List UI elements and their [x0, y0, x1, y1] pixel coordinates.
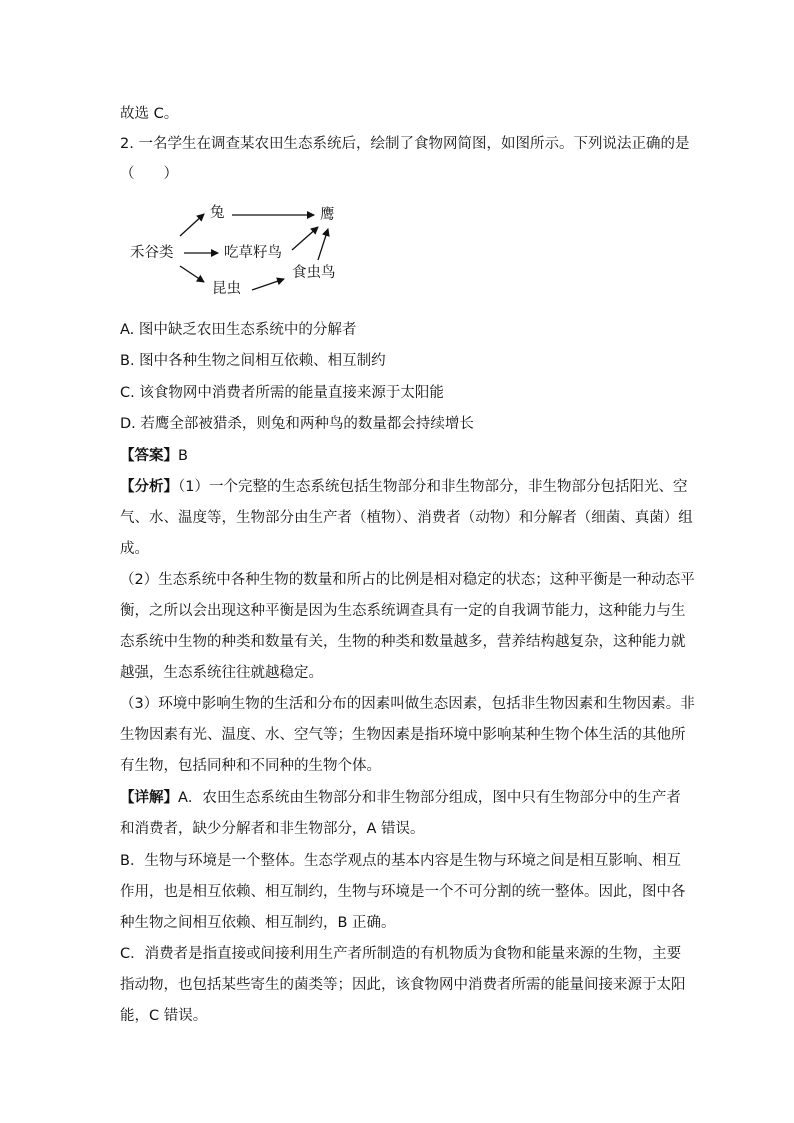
- detail-text-2-2: 作用，也是相互依赖、相互制约，生物与环境是一个不可分割的统一整体。因此，图中各: [120, 884, 686, 900]
- question-stem: 2. 一名学生在调查某农田生态系统后，绘制了食物网简图，如图所示。下列说法正确的是: [120, 136, 690, 152]
- detail-text-2-1: B．生物与环境是一个整体。生态学观点的基本内容是生物与环境之间是相互影响、相互: [120, 853, 681, 869]
- option-a: A. 图中缺乏农田生态系统中的分解者: [120, 322, 357, 338]
- answer-line: [120, 446, 680, 466]
- node-grain: 禾谷类: [130, 245, 174, 261]
- detail-text-1-2: 和消费者，缺少分解者和非生物部分，A 错误。: [120, 821, 425, 837]
- analysis-text-3-1: （3）环境中影响生物的生活和分布的因素叫做生态因素，包括非生物因素和生物因素。非: [120, 696, 695, 712]
- detail-text-3-1: C．消费者是指直接或间接利用生产者所制造的有机物质为食物和能量来源的生物，主要: [120, 946, 682, 962]
- option-b: B. 图中各种生物之间相互依赖、相互制约: [120, 353, 386, 369]
- analysis-text-1-1: （1）一个完整的生态系统包括生物部分和非生物部分，非生物部分包括阳光、空: [178, 479, 688, 495]
- arrow-insect-bird-to-hawk: [318, 229, 328, 260]
- analysis-text-2-3: 态系统中生物的种类和数量有关，生物的种类和数量越多，营养结构越复杂，这种能力就: [120, 634, 686, 650]
- answer-label: 【答案】: [120, 448, 178, 464]
- detail-line-1: [120, 788, 680, 808]
- detail-text-3-3: 能，C 错误。: [120, 1008, 208, 1024]
- node-hawk: 鹰: [320, 207, 335, 223]
- arrow-insect-to-insect-bird: [252, 279, 284, 290]
- arrow-seed-bird-to-hawk: [292, 227, 318, 250]
- arrow-grain-to-insect: [180, 266, 204, 282]
- answer-value: B: [178, 448, 188, 464]
- analysis-text-3-3: 有生物，包括同种和不同种的生物个体。: [120, 758, 381, 774]
- analysis-text-1-2: 气、水、温度等，生物部分由生产者（植物）、消费者（动物）和分解者（细菌、真菌）组: [120, 510, 693, 526]
- analysis-line-1: [120, 477, 688, 497]
- option-c: C. 该食物网中消费者所需的能量直接来源于太阳能: [120, 385, 444, 401]
- node-rabbit: 兔: [210, 205, 225, 221]
- detail-text-1-1: A．农田生态系统由生物部分和非生物部分组成，图中只有生物部分中的生产者: [178, 790, 681, 806]
- previous-answer-conclusion: 故选 C。: [120, 106, 179, 122]
- food-web-diagram: [120, 196, 360, 304]
- node-insect: 昆虫: [212, 281, 241, 297]
- node-seed-eating-bird: 吃草籽鸟: [224, 245, 282, 261]
- detail-label: 【详解】: [120, 790, 178, 806]
- analysis-text-2-2: 衡，之所以会出现这种平衡是因为生态系统调查具有一定的自我调节能力，这种能力与生: [120, 603, 686, 619]
- option-d: D. 若鹰全部被猎杀，则兔和两种鸟的数量都会持续增长: [120, 416, 474, 432]
- detail-text-3-2: 指动物，也包括某些寄生的菌类等；因此，该食物网中消费者所需的能量间接来源于太阳: [120, 977, 686, 993]
- analysis-text-1-3: 成。: [120, 541, 149, 557]
- analysis-text-2-4: 越强，生态系统往往就越稳定。: [120, 665, 323, 681]
- node-insect-eating-bird: 食虫鸟: [292, 265, 336, 281]
- arrow-grain-to-rabbit: [180, 214, 204, 236]
- analysis-text-3-2: 生物因素有光、温度、水、空气等；生物因素是指环境中影响某种生物个体生活的其他所: [120, 727, 686, 743]
- detail-text-2-3: 种生物之间相互依赖、相互制约，B 正确。: [120, 915, 396, 931]
- analysis-text-2-1: （2）生态系统中各种生物的数量和所占的比例是相对稳定的状态；这种平衡是一种动态平: [120, 572, 695, 588]
- answer-blank: （ ）: [120, 166, 178, 182]
- analysis-label: 【分析】: [120, 479, 178, 495]
